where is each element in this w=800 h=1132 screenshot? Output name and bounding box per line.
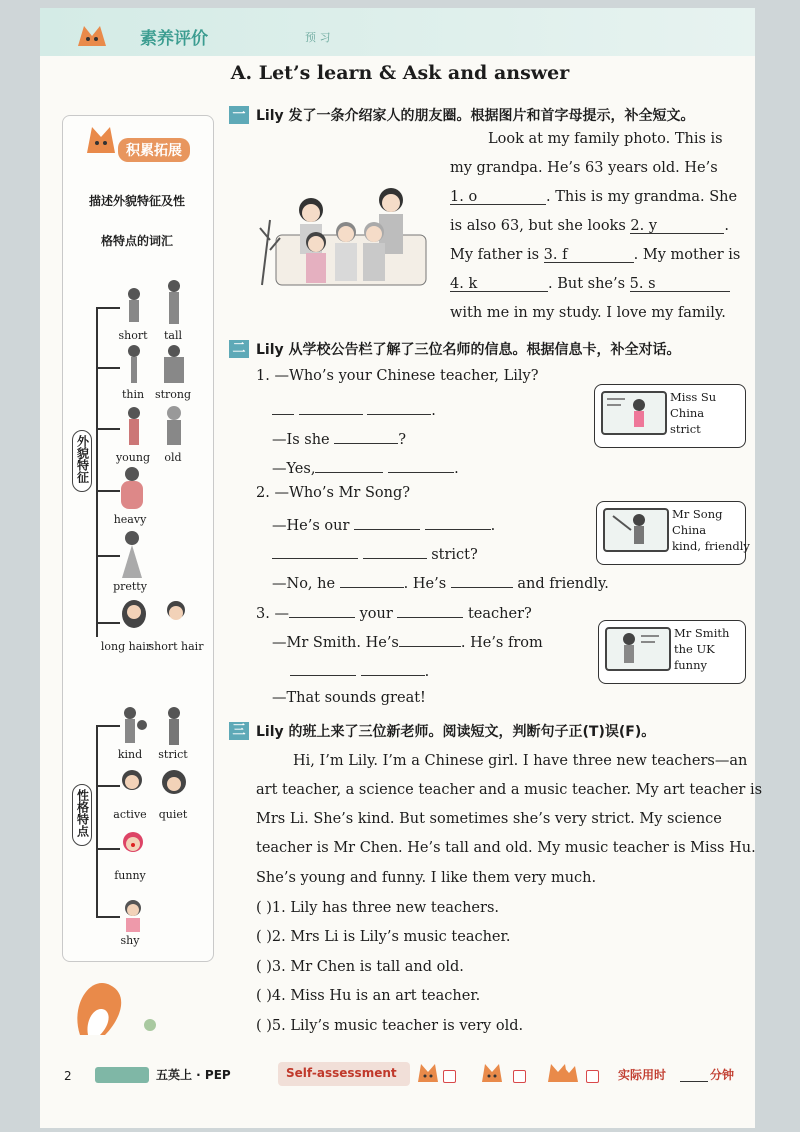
fox-rating-icon	[416, 1062, 440, 1084]
rating-checkbox[interactable]	[586, 1070, 599, 1083]
short-tall-figures-icon	[118, 280, 198, 330]
dialogue-line: —Yes, .	[272, 457, 459, 477]
personality-tag	[72, 784, 92, 846]
vocab-word: strict	[158, 748, 188, 761]
fox-tail-decoration-icon	[60, 965, 170, 1045]
time-blank[interactable]	[680, 1081, 708, 1082]
section-title: A. Let’s learn & Ask and answer	[230, 62, 570, 84]
part-number: 三	[229, 722, 249, 740]
sidebar-heading: 积累拓展	[118, 138, 190, 162]
hint-letter: 5. s	[629, 276, 656, 292]
info-card-miss-su	[594, 384, 746, 448]
sidebar-subtitle: 描述外貌特征及性	[88, 194, 185, 208]
answer-blank[interactable]	[451, 572, 513, 588]
card-text	[670, 389, 716, 437]
vocab-word: shy	[120, 934, 140, 947]
fox-mascot-icon	[84, 123, 118, 157]
tree-line	[96, 307, 98, 637]
tree-line	[96, 848, 120, 850]
answer-blank-4[interactable]	[450, 276, 548, 292]
answer-blank[interactable]	[272, 399, 294, 415]
dialogue-text: —No, he	[272, 576, 336, 592]
thin-strong-figures-icon	[118, 343, 198, 388]
passage-text: is also 63, but she looks	[450, 218, 626, 234]
vocab-word: short hair	[148, 640, 204, 653]
time-label: 实际用时	[618, 1068, 667, 1082]
answer-blank-5[interactable]	[630, 276, 730, 292]
pretty-figure-icon	[118, 530, 148, 582]
card-name: Mr Song	[672, 507, 723, 521]
card-country: China	[672, 523, 707, 537]
teacher-portrait-icon	[603, 508, 669, 552]
appearance-tag-label: 外貌特征	[75, 435, 90, 483]
personality-tag-label: 性格特点	[75, 789, 90, 837]
header-subtitle: 预 习	[305, 31, 331, 44]
rating-checkbox[interactable]	[513, 1070, 526, 1083]
dialogue-text: . He’s from	[460, 635, 543, 651]
part3-instruction: Lily 的班上来了三位新老师。阅读短文，判断句子正(T)误(F)。	[256, 724, 656, 740]
tree-line	[96, 555, 120, 557]
vocab-word: pretty	[113, 580, 147, 593]
tf-item[interactable]: ( )5. Lily’s music teacher is very old.	[256, 1018, 524, 1034]
dialogue-text: —Is she	[272, 432, 330, 448]
tree-line	[96, 916, 120, 918]
passage-text: . But she’s	[548, 276, 626, 292]
dialogue-line: 1. —Who’s your Chinese teacher, Lily?	[256, 368, 539, 384]
answer-blank[interactable]	[388, 457, 454, 473]
fox-mascot-icon	[74, 22, 112, 48]
card-name: Miss Su	[670, 390, 717, 404]
card-text	[672, 506, 750, 554]
passage-line	[450, 189, 737, 205]
kind-strict-figures-icon	[118, 705, 198, 749]
answer-blank-3[interactable]	[544, 247, 634, 263]
vocab-word: young	[115, 451, 151, 464]
passage-text: . This is my grandma. She	[546, 189, 738, 205]
dialogue-line	[272, 543, 478, 563]
vocab-word: short	[118, 329, 148, 342]
dialogue-line	[256, 602, 532, 622]
hint-letter: 2. y	[630, 218, 658, 234]
passage-line: my grandpa. He’s 63 years old. He’s	[450, 160, 718, 176]
hair-figures-icon	[118, 598, 198, 640]
answer-blank[interactable]	[361, 660, 425, 676]
card-country: China	[670, 406, 705, 420]
dialogue-line	[272, 631, 543, 651]
answer-blank[interactable]	[272, 543, 358, 559]
heavy-figure-icon	[118, 466, 148, 512]
tree-line	[96, 622, 120, 624]
answer-blank[interactable]	[425, 514, 491, 530]
dialogue-text: teacher?	[467, 606, 532, 622]
family-photo-illustration	[256, 180, 441, 292]
answer-blank[interactable]	[354, 514, 420, 530]
passage-line	[450, 276, 730, 292]
dialogue-line: —Is she ?	[272, 428, 406, 448]
dialogue-line: .	[272, 399, 436, 419]
vocab-word: heavy	[113, 513, 147, 526]
page-number: 2	[64, 1069, 72, 1083]
card-trait: kind, friendly	[672, 539, 750, 553]
vocab-word: active	[113, 808, 147, 821]
vocab-word: strong	[154, 388, 192, 401]
answer-blank[interactable]	[367, 399, 431, 415]
dialogue-text: —Mr Smith. He’s	[272, 635, 399, 651]
passage-line: with me in my study. I love my family.	[450, 305, 726, 321]
tree-line	[96, 490, 120, 492]
vocab-word: quiet	[158, 808, 188, 821]
tree-line	[96, 307, 120, 309]
dialogue-text: and friendly.	[517, 576, 609, 592]
tree-line	[96, 785, 120, 787]
part2-instruction: Lily 从学校公告栏了解了三位名师的信息。根据信息卡，补全对话。	[256, 342, 681, 358]
dialogue-line	[272, 572, 609, 592]
passage-text: My father is	[450, 247, 540, 263]
dialogue-text: 3. —	[256, 606, 289, 622]
answer-blank-1[interactable]	[450, 189, 546, 205]
passage-text: . My mother is	[633, 247, 741, 263]
card-trait: funny	[674, 658, 707, 672]
sidebar-subtitle: 格特点的词汇	[100, 234, 173, 248]
hint-letter: 3. f	[543, 247, 568, 263]
funny-figure-icon	[118, 828, 150, 870]
dialogue-text: your	[359, 606, 393, 622]
card-name: Mr Smith	[674, 626, 730, 640]
dialogue-line: .	[290, 660, 429, 680]
dialogue-text: . He’s	[403, 576, 447, 592]
tree-line	[96, 367, 120, 369]
dialogue-text: —Yes,	[272, 461, 316, 477]
teacher-portrait-icon	[601, 391, 667, 435]
tree-line	[96, 428, 120, 430]
hint-letter: 4. k	[450, 276, 478, 292]
info-card-mr-smith	[598, 620, 746, 684]
header-title: 素养评价	[140, 29, 208, 49]
book-label: 五英上 · PEP	[156, 1068, 231, 1082]
part-number: 一	[229, 106, 249, 124]
dialogue-text: —He’s our	[272, 518, 350, 534]
vocab-word: old	[164, 451, 182, 464]
reading-line: Mrs Li. She’s kind. But sometimes she’s very strict. My science	[256, 811, 722, 827]
fox-rating-icon	[480, 1062, 504, 1084]
answer-blank[interactable]	[363, 543, 427, 559]
answer-blank[interactable]	[334, 428, 398, 444]
hint-letter: 1. o	[450, 189, 478, 205]
card-country: the UK	[674, 642, 715, 656]
answer-blank[interactable]	[397, 602, 463, 618]
answer-blank[interactable]	[315, 457, 383, 473]
appearance-tag	[72, 430, 92, 492]
part-number: 二	[229, 340, 249, 358]
part1-instruction: Lily 发了一条介绍家人的朋友圈。根据图片和首字母提示，补全短文。	[256, 108, 695, 124]
dialogue-text: strict?	[431, 547, 478, 563]
vocab-word: thin	[121, 388, 145, 401]
reading-line: Hi, I’m Lily. I’m a Chinese girl. I have three new teachers—an	[293, 753, 748, 769]
dialogue-line: 2. —Who’s Mr Song?	[256, 485, 411, 501]
dialogue-line: —That sounds great!	[272, 690, 426, 706]
teacher-portrait-icon	[605, 627, 671, 671]
young-old-figures-icon	[118, 405, 198, 450]
tf-item[interactable]: ( )3. Mr Chen is tall and old.	[256, 959, 464, 975]
reading-line: She’s young and funny. I like them very much.	[256, 870, 597, 886]
passage-line: is also 63, but she looks 2. y .	[450, 218, 729, 234]
card-text	[674, 625, 729, 673]
series-badge	[95, 1067, 149, 1083]
self-assessment-label: Self-assessment	[286, 1066, 397, 1080]
vocab-word: tall	[163, 329, 182, 342]
answer-blank[interactable]	[399, 631, 461, 647]
passage-line	[450, 247, 740, 263]
answer-blank-2[interactable]	[630, 218, 724, 234]
tf-item[interactable]: ( )2. Mrs Li is Lily’s music teacher.	[256, 929, 511, 945]
tree-line	[96, 725, 98, 917]
answer-blank[interactable]	[289, 602, 355, 618]
fox-rating-icon	[546, 1062, 582, 1084]
vocab-word: funny	[114, 869, 146, 882]
answer-blank[interactable]	[299, 399, 363, 415]
answer-blank[interactable]	[290, 660, 356, 676]
passage-line: Look at my family photo. This is	[488, 131, 723, 147]
rating-checkbox[interactable]	[443, 1070, 456, 1083]
reading-line: teacher is Mr Chen. He’s tall and old. My music teacher is Miss Hu.	[256, 840, 756, 856]
tree-line	[96, 725, 120, 727]
info-card-mr-song	[596, 501, 750, 565]
tf-item[interactable]: ( )4. Miss Hu is an art teacher.	[256, 988, 481, 1004]
vocab-word: kind	[117, 748, 143, 761]
time-unit: 分钟	[710, 1068, 735, 1082]
shy-figure-icon	[118, 898, 150, 934]
card-trait: strict	[670, 422, 701, 436]
active-quiet-figures-icon	[118, 768, 198, 808]
reading-line: art teacher, a science teacher and a music teacher. My art teacher is	[256, 782, 763, 798]
dialogue-line: —He’s our .	[272, 514, 495, 534]
answer-blank[interactable]	[340, 572, 404, 588]
tf-item[interactable]: ( )1. Lily has three new teachers.	[256, 900, 499, 916]
vocab-word: long hair	[100, 640, 152, 653]
